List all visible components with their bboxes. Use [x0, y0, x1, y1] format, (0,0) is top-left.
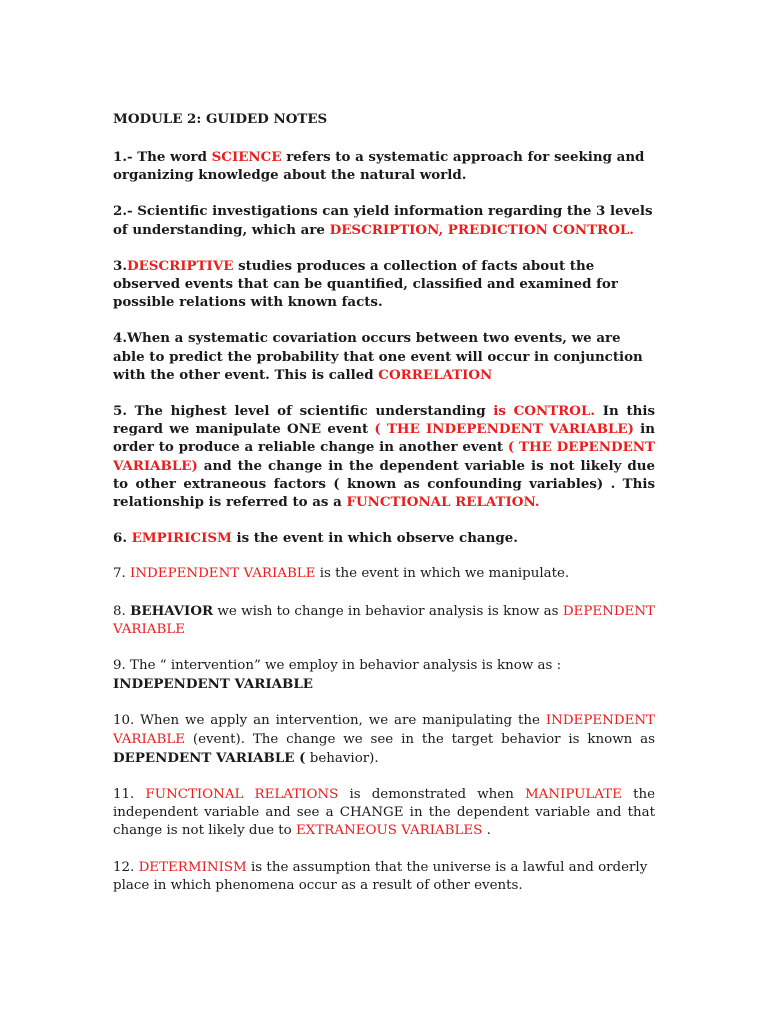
note-10-text-c: (event). The change we see in the target behavior is known as	[184, 731, 655, 747]
note-11-term-extraneous: EXTRANEOUS VARIABLES	[296, 823, 483, 839]
note-10-text-a: 10. When we apply an intervention, we are manipulating the	[113, 713, 546, 729]
note-11-term-functional: FUNCTIONAL RELATIONS	[145, 787, 339, 803]
note-9-term: INDEPENDENT VARIABLE	[113, 676, 313, 693]
note-5-term-control: is CONTROL.	[493, 403, 596, 420]
note-2-term: DESCRIPTION, PREDICTION CONTROL.	[329, 221, 634, 238]
note-5-text-c: In this regard we manipulate ONE event	[113, 403, 655, 438]
note-10-term-independent: INDEPENDENT VARIABLE	[113, 713, 655, 747]
note-11-text-c: is demonstrated when	[338, 787, 525, 803]
note-8-term-behavior: BEHAVIOR	[130, 602, 214, 619]
note-10	[113, 712, 655, 768]
note-7-text-c: is the event in which we manipulate.	[315, 566, 570, 582]
note-5	[113, 402, 655, 511]
note-12-text-c: is the assumption that the universe is a lawful and orderly place in which phenomena occur as a result of other events.	[113, 859, 648, 893]
note-8	[113, 602, 655, 639]
note-9	[113, 657, 655, 694]
note-5-term-independent: ( THE INDEPENDENT VARIABLE)	[374, 421, 634, 438]
note-3	[113, 257, 655, 312]
note-2-text-a: 2.- Scientific investigations can yield information regarding the 3 levels of understanding, which are	[113, 203, 653, 238]
note-11-term-manipulate: MANIPULATE	[524, 787, 622, 803]
note-5-text-a: 5. The highest level of scientific understanding	[113, 403, 494, 420]
note-8-term-dependent: DEPENDENT VARIABLE	[113, 603, 655, 637]
note-6	[113, 529, 655, 547]
note-9-text-a: 9. The “ intervention” we employ in behavior analysis is know as :	[113, 658, 562, 674]
note-5-text-e: in order to produce a reliable change in another event	[113, 421, 655, 456]
note-6-text-c: is the event in which observe change.	[231, 530, 518, 547]
page-title: MODULE 2: GUIDED NOTES	[113, 111, 328, 127]
note-11-text-a: 11.	[113, 787, 146, 803]
note-6-text-a: 6.	[113, 530, 132, 547]
note-7-text-a: 7.	[113, 566, 131, 582]
note-10-text-e: behavior).	[305, 750, 379, 766]
note-5-term-functional: FUNCTIONAL RELATION.	[346, 494, 540, 511]
note-11	[113, 786, 655, 841]
note-3-text-a: 3.	[113, 257, 127, 274]
note-7	[113, 565, 655, 583]
note-7-term: INDEPENDENT VARIABLE	[130, 566, 316, 582]
note-1	[113, 148, 655, 184]
note-4	[113, 329, 655, 384]
note-5-term-dependent: ( THE DEPENDENT VARIABLE)	[113, 439, 655, 474]
note-4-text-a: 4.When a systematic covariation occurs between two events, we are able to predict the probability that one event will occur in conjunction with the other event. This is called	[113, 330, 643, 383]
note-3-text-c: studies produces a collection of facts about the observed events that can be quantified, classified and examined for possible relations with known facts.	[113, 257, 618, 311]
note-8-text-a: 8.	[113, 603, 131, 619]
note-10-term-dependent: DEPENDENT VARIABLE (	[113, 749, 306, 766]
note-1-term: SCIENCE	[211, 149, 282, 165]
note-11-text-g: .	[482, 823, 491, 839]
note-12-term: DETERMINISM	[138, 859, 247, 875]
note-1-text-c: refers to a systematic approach for seeking and organizing knowledge about the natural world.	[113, 149, 645, 184]
note-5-text-g: and the change in the dependent variable is not likely due to other extraneous factors ( known as confounding variables) . This relationship is referred to as a	[113, 457, 655, 511]
note-4-term: CORRELATION	[378, 366, 493, 383]
note-1-text-a: 1.- The word	[113, 149, 212, 165]
note-2	[113, 202, 655, 238]
note-3-term: DESCRIPTIVE	[126, 257, 234, 274]
note-8-text-c: we wish to change in behavior analysis is know as	[213, 603, 563, 619]
note-11-text-e: the independent variable and see a CHANGE in the dependent variable and that change is not likely due to	[113, 787, 655, 839]
note-12	[113, 859, 655, 895]
note-12-text-a: 12.	[113, 859, 139, 875]
note-6-term: EMPIRICISM	[131, 530, 232, 547]
